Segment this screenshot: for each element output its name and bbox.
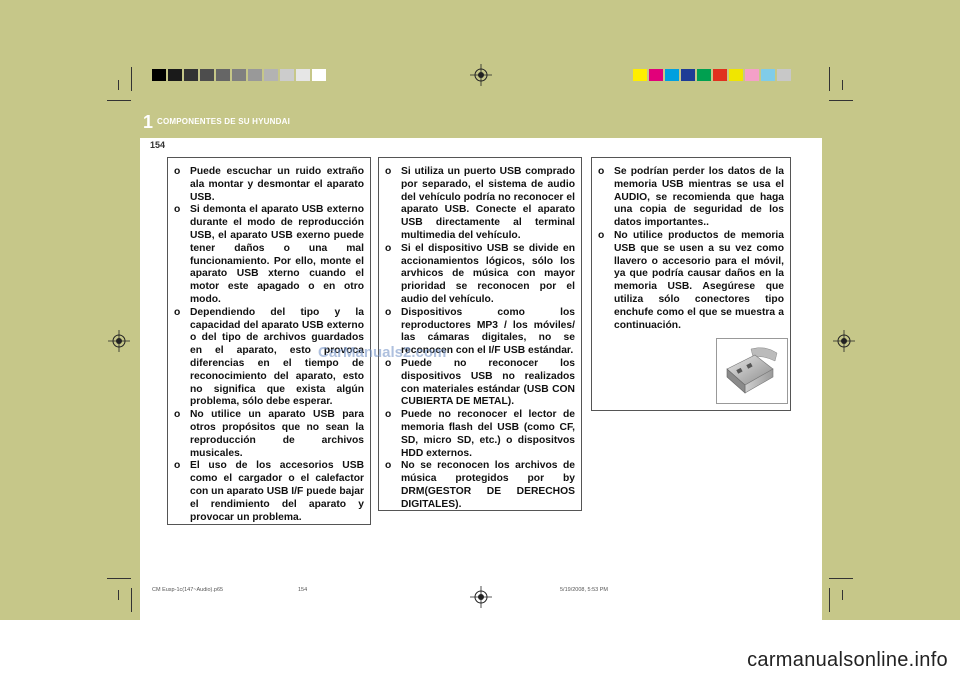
calibration-swatch [633, 69, 647, 81]
calibration-swatch [232, 69, 246, 81]
list-item-text: Si demonta el aparato USB externo durante el modo de reproducción USB, el aparato USB exerno puede tener daños o una mal funcionamiento. Por ello, monte el aparato USB xterno cuando el motor este apagado o en otro modo. [190, 204, 364, 305]
text-column-2 [378, 157, 582, 511]
list-item [598, 230, 784, 332]
list-item-text: No utilice un aparato USB para otros propósitos que no sean la reproducción de archivos musicales. [190, 409, 364, 459]
site-watermark[interactable]: carmanualsonline.info [747, 649, 948, 671]
calibration-swatch [761, 69, 775, 81]
list-item-text: El uso de los accesorios USB como el cargador o el calefactor con un aparato USB I/F puede bajar el rendimiento del aparato y provocar un problema. [190, 460, 364, 523]
calibration-swatch [713, 69, 727, 81]
list-item [385, 358, 575, 409]
list-item-text: Puede no reconocer los dispositivos USB no realizados con materiales estándar (USB CON CUBIERTA DE METAL). [401, 357, 575, 408]
registration-mark-icon [470, 64, 492, 86]
list-item-text: No se reconocen los archivos de música protegidos por by DRM(GESTOR DE DERECHOS DIGITALES). [401, 460, 575, 510]
crop-mark [842, 80, 843, 90]
calibration-swatch [649, 69, 663, 81]
footer-filename: CM Eusp-1c(147~Audio).p65 [152, 587, 224, 593]
crop-mark [118, 80, 119, 90]
chapter-number: 1 [143, 112, 154, 132]
list-item [174, 409, 364, 460]
bullet-marker: o [174, 460, 181, 472]
bullet-list [598, 166, 784, 332]
registration-mark-icon [470, 586, 492, 608]
calibration-swatch [248, 69, 262, 81]
registration-mark-icon [108, 330, 130, 352]
crop-mark [131, 67, 132, 91]
crop-mark [842, 590, 843, 600]
bullet-marker: o [385, 460, 392, 472]
calibration-swatch [777, 69, 791, 81]
crop-mark [829, 588, 830, 612]
list-item-text: Si el dispositivo USB se divide en accionamientos lógicos, sólo los arvhicos de música con mayor prioridad se reconocen por el audio del vehículo. [401, 242, 575, 305]
list-item-text: Puede no reconocer el lector de memoria flash del USB (como CF, SD, micro SD, etc.) o dispositvos HDD externos. [401, 409, 575, 459]
gray-calibration-bar [152, 69, 328, 81]
bullet-marker: o [385, 306, 392, 318]
crop-mark [829, 578, 853, 579]
chapter-title: COMPONENTES DE SU HYUNDAI [157, 117, 291, 126]
crop-mark [131, 588, 132, 612]
bullet-marker: o [174, 409, 181, 421]
list-item [385, 243, 575, 307]
list-item-text: Puede escuchar un ruido extraño ala montar y desmontar el aparato USB. [190, 166, 364, 203]
list-item [385, 166, 575, 243]
list-item [385, 460, 575, 511]
crop-mark [107, 578, 131, 579]
bullet-marker: o [174, 204, 181, 216]
crop-mark [107, 100, 131, 101]
calibration-swatch [184, 69, 198, 81]
list-item-text: Dispositivos como los reproductores MP3 / los móviles/ las cámaras digitales, no se reconocen con el I/F USB estándar. [401, 306, 575, 357]
registration-mark-icon [833, 330, 855, 352]
list-item [174, 204, 364, 306]
calibration-swatch [216, 69, 230, 81]
calibration-swatch [200, 69, 214, 81]
crop-mark [829, 100, 853, 101]
bullet-marker: o [598, 166, 605, 177]
calibration-swatch [168, 69, 182, 81]
list-item [174, 460, 364, 524]
list-item-text: Dependiendo del tipo y la capacidad del aparato USB externo o del tipo de archivos guardados en el aparato, esto provoca diferencias en el tiempo de reconocimiento del aparato, esto no significa que exista algún problema, sólo debe esperar. [190, 306, 364, 408]
bullet-marker: o [174, 166, 181, 177]
crop-mark [829, 67, 830, 91]
calibration-swatch [296, 69, 310, 81]
text-column-1 [167, 157, 371, 525]
bullet-marker: o [385, 242, 392, 254]
calibration-swatch [697, 69, 711, 81]
calibration-swatch [152, 69, 166, 81]
bullet-marker: o [385, 357, 392, 369]
watermark: CarManuals2.com [318, 344, 447, 361]
calibration-swatch [745, 69, 759, 81]
list-item-text: Si utiliza un puerto USB comprado por separado, el sistema de audio del vehículo podría no reconocer el aparato USB. Conecte el aparato USB directamente al terminal multimedia del vehículo. [401, 166, 575, 241]
color-calibration-bar [633, 69, 793, 81]
list-item-text: No utilice productos de memoria USB que se usen a su vez como llavero o accesorio para el móvil, ya que podría causar daños en la memoria USB. Asegúrese que utiliza sólo conectores tipo enchufe como el que se muestra a continuación. [614, 229, 784, 331]
footer-page: 154 [298, 587, 308, 593]
bullet-marker: o [598, 229, 605, 241]
list-item-text: Se podrían perder los datos de la memoria USB mientras se usa el AUDIO, se recomienda que haga una copia de seguridad de los datos importantes.. [614, 166, 784, 229]
calibration-swatch [681, 69, 695, 81]
list-item [385, 409, 575, 460]
calibration-swatch [264, 69, 278, 81]
bullet-list [385, 166, 575, 512]
calibration-swatch [312, 69, 326, 81]
footer-date: 5/19/2008, 5:53 PM [560, 587, 609, 593]
crop-mark [118, 590, 119, 600]
usb-connector-icon [717, 339, 787, 403]
bullet-marker: o [174, 306, 181, 318]
calibration-swatch [729, 69, 743, 81]
usb-plug-image [716, 338, 788, 404]
page-number: 154 [150, 140, 166, 150]
calibration-swatch [280, 69, 294, 81]
calibration-swatch [665, 69, 679, 81]
bullet-marker: o [385, 409, 392, 421]
list-item [174, 166, 364, 204]
list-item [598, 166, 784, 230]
bullet-marker: o [385, 166, 392, 177]
